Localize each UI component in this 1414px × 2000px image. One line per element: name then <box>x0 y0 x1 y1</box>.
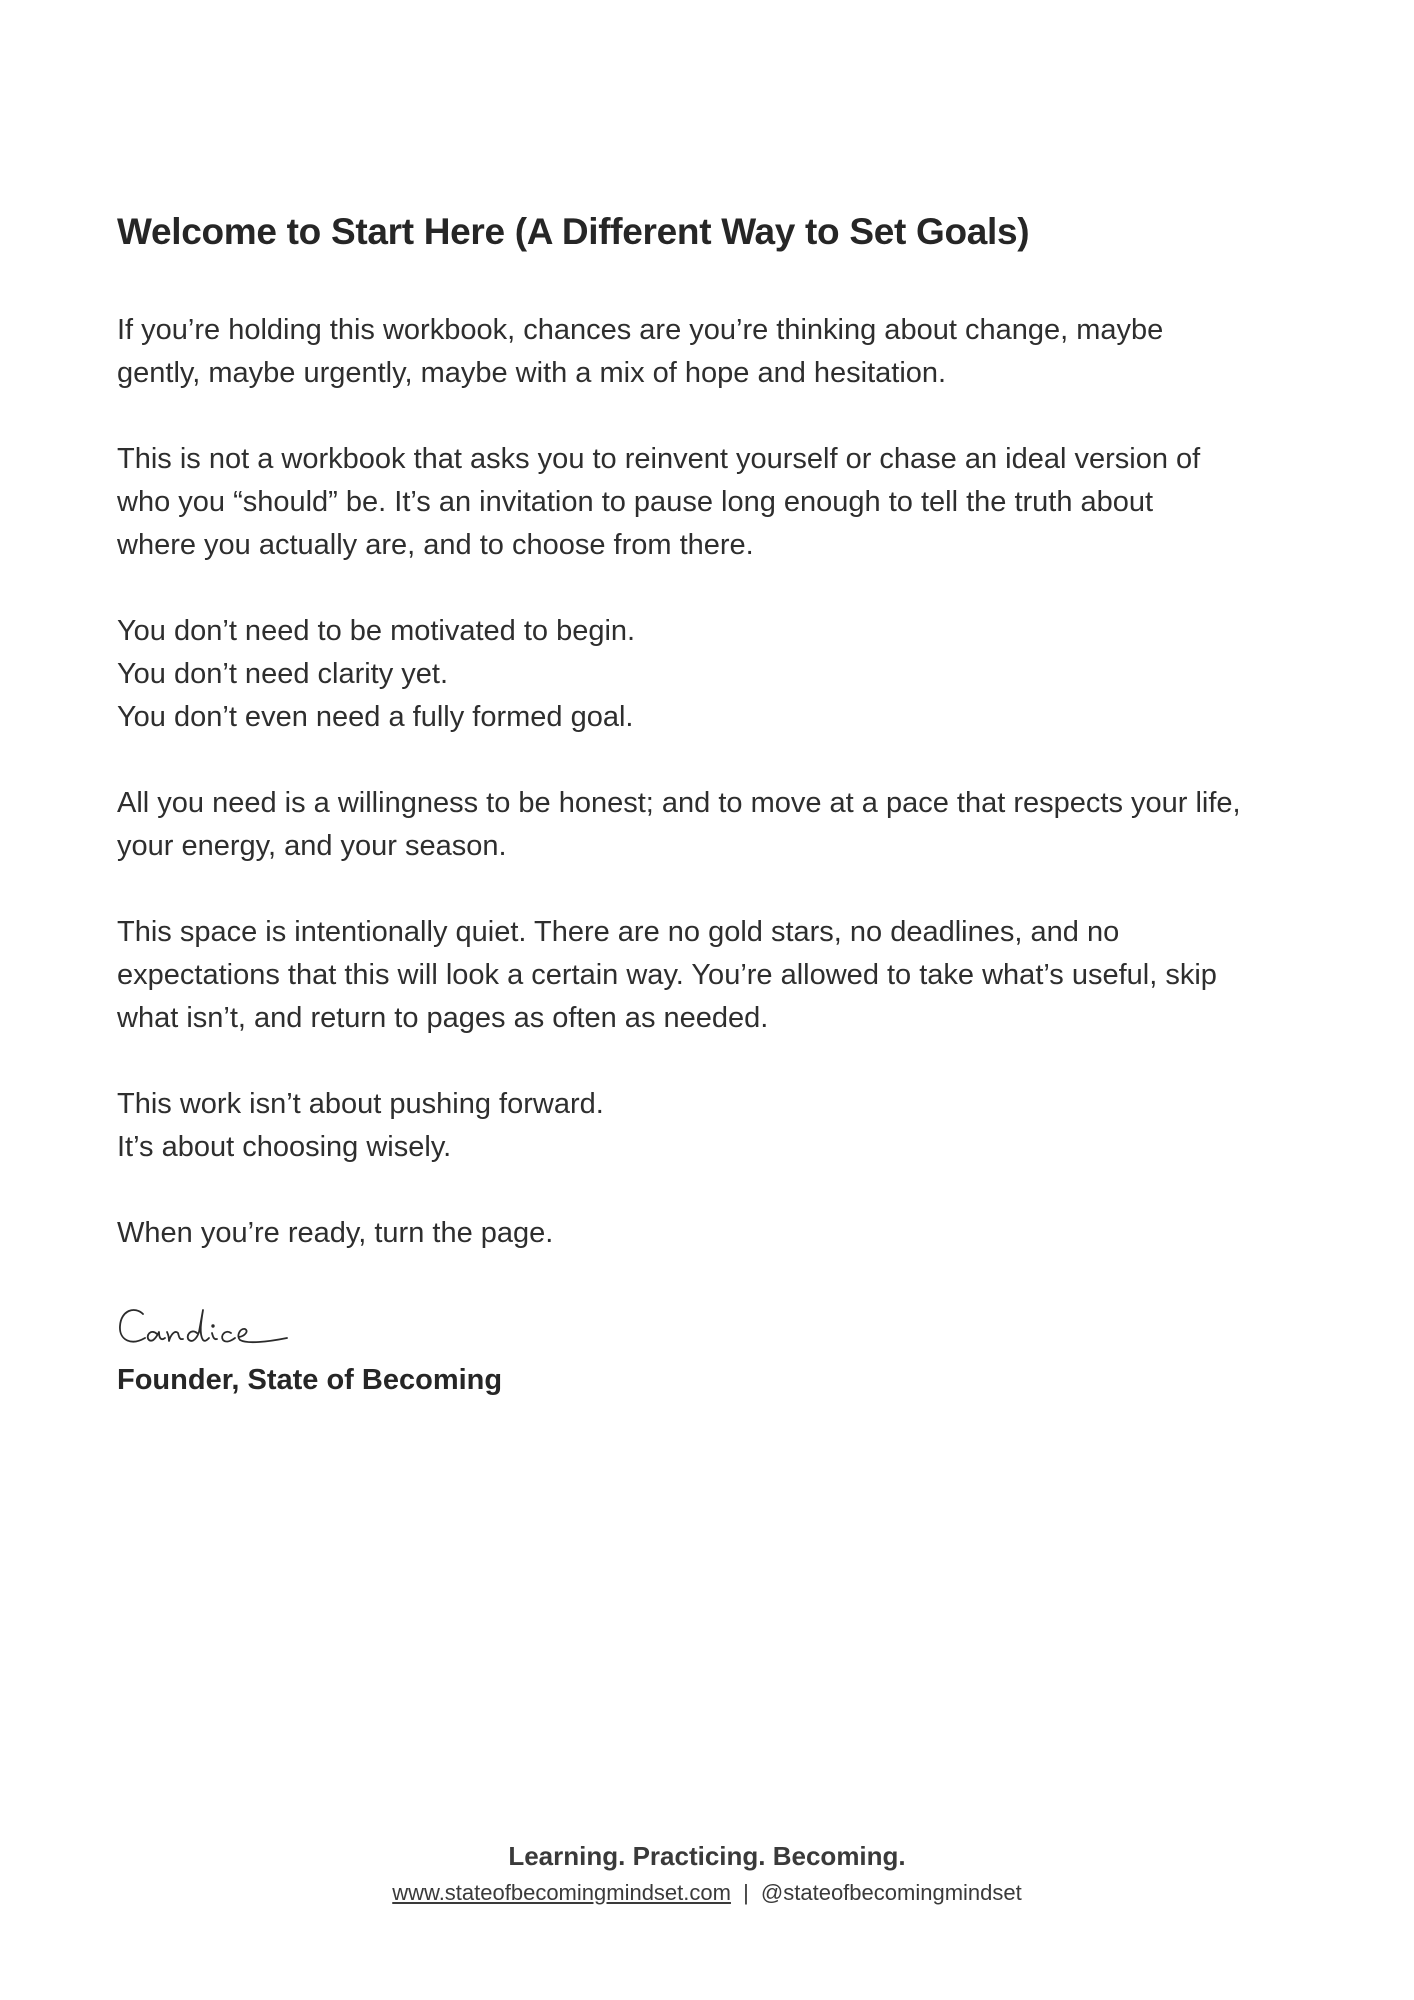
paragraph-line: If you’re holding this workbook, chances are you’re thinking about change, maybe <box>117 314 1164 346</box>
paragraph-line: This work isn’t about pushing forward. <box>117 1088 604 1120</box>
footer-links <box>0 1878 1414 1908</box>
signature <box>117 1298 1317 1358</box>
paragraph-line: This is not a workbook that asks you to reinvent yourself or chase an ideal version of <box>117 443 1201 475</box>
paragraph-line: your energy, and your season. <box>117 830 507 862</box>
footer-separator: | <box>743 1880 749 1905</box>
paragraph-line: All you need is a willingness to be honest; and to move at a pace that respects your life, <box>117 787 1241 819</box>
paragraph-intro <box>117 309 1317 395</box>
website-link[interactable]: www.stateofbecomingmindset.com <box>392 1880 731 1905</box>
page-title: Welcome to Start Here (A Different Way to Set Goals) <box>117 211 1030 252</box>
social-handle: @stateofbecomingmindset <box>760 1880 1022 1905</box>
paragraph-line: It’s about choosing wisely. <box>117 1131 452 1163</box>
signature-candice-icon <box>117 1298 307 1360</box>
paragraph-choosing <box>117 1083 1317 1169</box>
paragraph-quiet-space <box>117 911 1317 1040</box>
signature-title: Founder, State of Becoming <box>117 1364 503 1396</box>
paragraph-line: When you’re ready, turn the page. <box>117 1217 554 1249</box>
footer-tagline: Learning. Practicing. Becoming. <box>508 1841 906 1871</box>
document-content <box>117 208 1317 1400</box>
paragraph-line: You don’t need to be motivated to begin. <box>117 615 636 647</box>
paragraph-willingness <box>117 782 1317 868</box>
paragraph-line: where you actually are, and to choose from there. <box>117 529 754 561</box>
paragraph-line: who you “should” be. It’s an invitation to pause long enough to tell the truth about <box>117 486 1154 518</box>
paragraph-line: You don’t need clarity yet. <box>117 658 449 690</box>
paragraph-line: what isn’t, and return to pages as often as needed. <box>117 1002 769 1034</box>
paragraph-line: gently, maybe urgently, maybe with a mix of hope and hesitation. <box>117 357 947 389</box>
paragraph-line: This space is intentionally quiet. There are no gold stars, no deadlines, and no <box>117 916 1120 948</box>
body-text <box>117 309 1317 1255</box>
paragraph-line: expectations that this will look a certain way. You’re allowed to take what’s useful, skip <box>117 959 1217 991</box>
page-footer <box>0 1838 1414 1908</box>
paragraph-invitation <box>117 438 1317 567</box>
paragraph-needs <box>117 610 1317 739</box>
paragraph-closing <box>117 1212 1317 1255</box>
paragraph-line: You don’t even need a fully formed goal. <box>117 701 634 733</box>
